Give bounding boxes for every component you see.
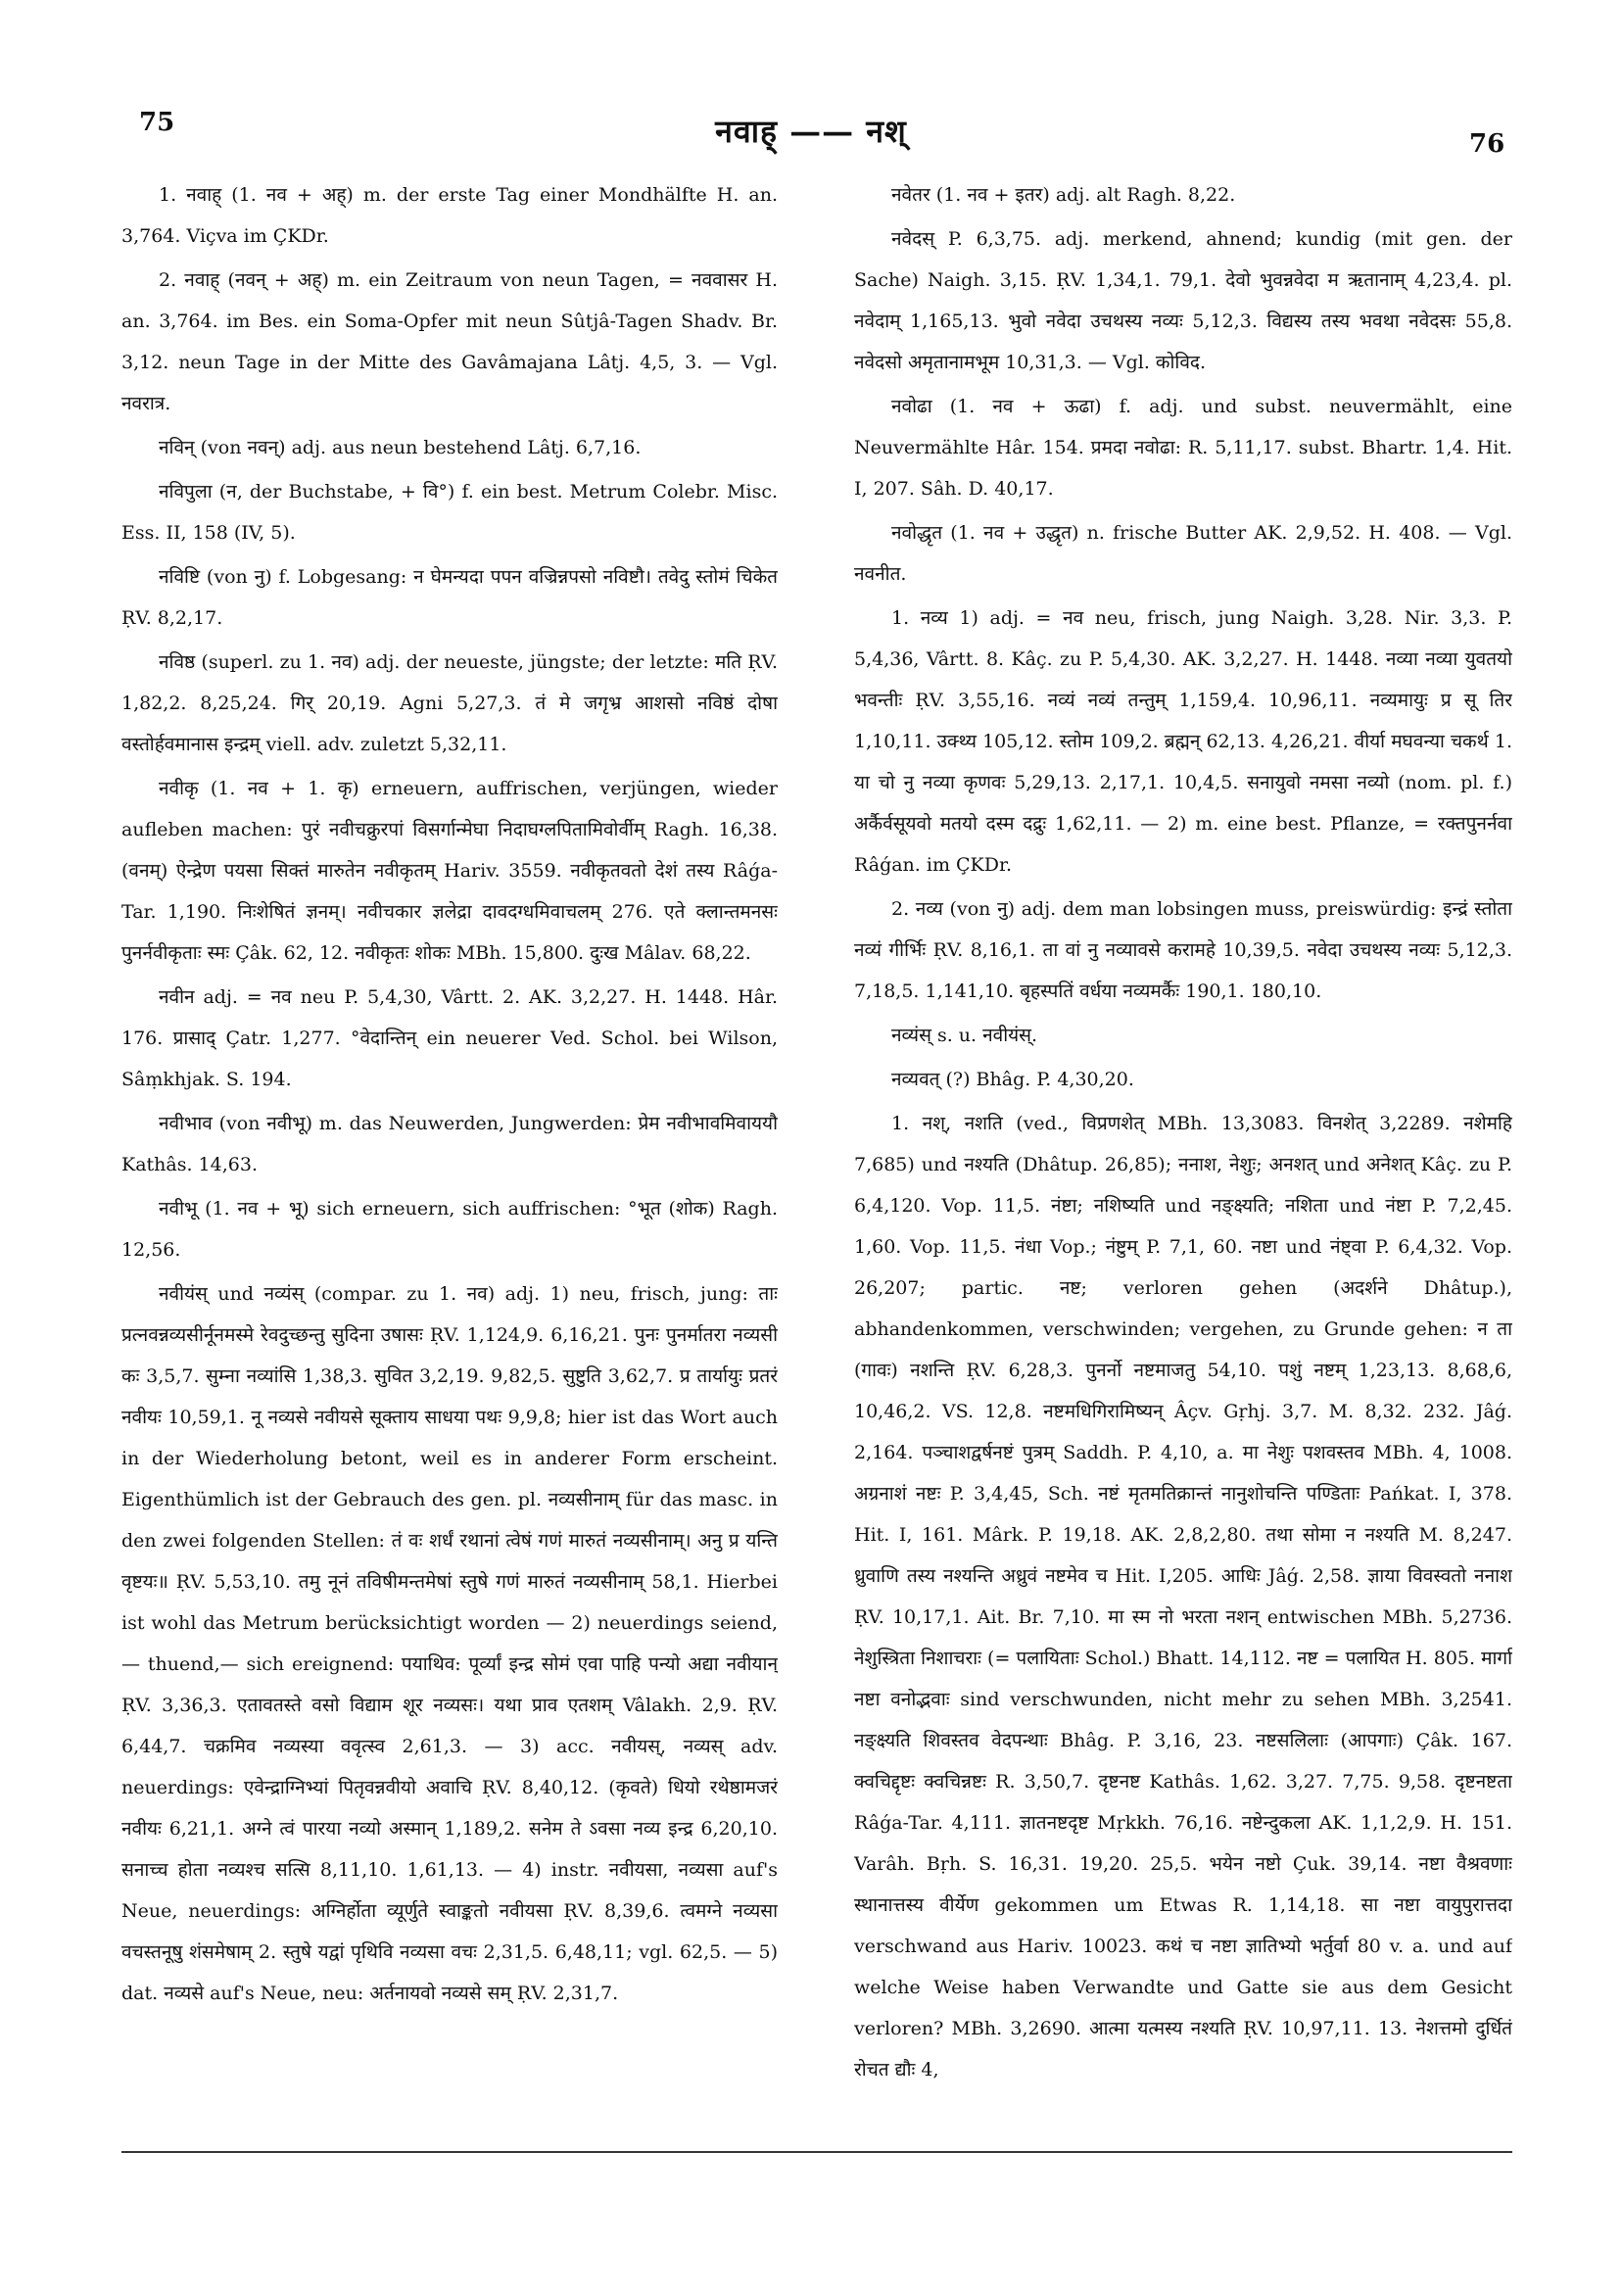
dictionary-entry: नविन् (von नवन्) adj. aus neun bestehend Lâtj. 6,7,16. (159, 437, 642, 458)
dictionary-entry: नव्यंस् s. u. नवीयंस्. (891, 1025, 1038, 1046)
footer-rule (121, 2151, 1512, 2153)
dictionary-entry: नविपुला (न, der Buchstabe, + वि°) f. ein best. Metrum Colebr. Misc. Ess. II, 158 (IV, 5). (121, 481, 778, 544)
dictionary-entry: नवीयंस् und नव्यंस् (compar. zu 1. नव) adj. 1) neu, frisch, jung: ताः प्रत्नवन्नव्यसीर्नूनमस्मे रेवदुच्छन्तु सुदिना उषासः ṚV. 1,124,9. 6,16,21. पुनः पुनर्मातरा नव्यसी कः 3,5,7. सुम्ना नव्यांसि 1,38,3. सुवित 3,2,19. 9,82,5. सुष्टुति 3,62,7. प्र तार्यायुः प्रतरं नवीयः 10,59,1. नू नव्यसे नवीयसे सूक्ताय साधया पथः 9,9,8; hier ist das Wort auch in der Wiederholung betont, weil es in anderer Form erscheint. Eigenthümlich ist der Gebrauch des gen. pl. नव्यसीनाम् für das masc. in den zwei folgenden Stellen: तं वः शर्धं रथानां त्वेषं गणं मारुतं नव्यसीनाम्। अनु प्र यन्ति वृष्टयः॥ ṚV. 5,53,10. तमु नूनं तविषीमन्तमेषां स्तुषे गणं मारुतं नव्यसीनाम् 58,1. Hierbei ist wohl das Metrum berücksichtigt worden — 2) neuerdings seiend,— thuend,— sich ereignend: पयाथिव: पूर्व्यां इन्द्र सोमं एवा पाहि पन्यो अद्या नवीयान् ṚV. 3,36,3. एतावतस्ते वसो विद्याम शूर नव्यसः। यथा प्राव एतशम् Vâlakh. 2,9. ṚV. 6,44,7. चक्रमिव नव्यस्या ववृत्स्व 2,61,3. — 3) acc. नवीयस्, नव्यस् adv. neuerdings: एवेन्द्राग्निभ्यां पितृवन्नवीयो अवाचि ṚV. 8,40,12. (कृवते) धियो रथेष्ठामजरं नवीयः 6,21,1. अग्ने त्वं पारया नव्यो अस्मान् 1,189,2. सनेम ते ऽवसा नव्य इन्द्र 6,20,10. सनाच्च होता नव्यश्च सत्सि 8,11,10. 1,61,13. — 4) instr. नवीयसा, नव्यसा auf's Neue, neuerdings: अग्निर्होता व्यूर्णुते स्वाङ्कतो नवीयसा ṚV. 8,39,6. त्वमग्ने नव्यसा वचस्तनूषु शंसमेषाम् 2. स्तुषे यद्वां पृथिवि नव्यसा वचः 2,31,5. 6,48,11; vgl. 62,5. — 5) dat. नव्यसे auf's Neue, neu: अर्तनायवो नव्यसे सम् ṚV. 2,31,7. (121, 1283, 778, 2004)
dictionary-entry: 1. नवाह् (1. नव + अह्) m. der erste Tag einer Mondhälfte H. an. 3,764. Viçva im ÇKDr. (121, 184, 778, 247)
dictionary-entry: नव्यवत् (?) Bhâg. P. 4,30,20. (891, 1069, 1134, 1090)
dictionary-entry: नवीभाव (von नवीभू) m. das Neuwerden, Jungwerden: प्रेम नवीभावमिवाययौ Kathâs. 14,63. (121, 1113, 778, 1175)
dictionary-entry: नवोढा (1. नव + ऊढा) f. adj. und subst. neuvermählt, eine Neuvermählte Hâr. 154. प्रमदा नवोढा: R. 5,11,17. subst. Bhartr. 1,4. Hit. I, 207. Sâh. D. 40,17. (854, 396, 1512, 500)
page-number-right: 76 (1469, 129, 1505, 159)
dictionary-entry: नवेतर (1. नव + इतर) adj. alt Ragh. 8,22. (891, 184, 1236, 206)
left-column (121, 174, 778, 2212)
dictionary-entry: 1. नव्य 1) adj. = नव neu, frisch, jung Naigh. 3,28. Nir. 3,3. P. 5,4,36, Vârtt. 8. Kâç. zu P. 5,4,30. AK. 3,2,27. H. 1448. नव्या नव्या युवतयो भवन्तीः ṚV. 3,55,16. नव्यं नव्यं तन्तुम् 1,159,4. 10,96,11. नव्यमायुः प्र सू तिर 1,10,11. उक्थ्य 105,12. स्तोम 109,2. ब्रह्मन् 62,13. 4,26,21. वीर्या मघवन्या चकर्थ 1. या चो नु नव्या कृणवः 5,29,13. 2,17,1. 10,4,5. सनायुवो नमसा नव्यो (nom. pl. f.) अर्कैर्वसूयवो मतयो दस्म दद्रुः 1,62,11. — 2) m. eine best. Pflanze, = रक्तपुनर्नवा Râǵan. im ÇKDr. (854, 607, 1512, 876)
dictionary-entry: नवीभू (1. नव + भू) sich erneuern, sich auffrischen: °भूत (शोक) Ragh. 12,56. (121, 1198, 778, 1261)
dictionary-entry: 2. नव्य (von नु) adj. dem man lobsingen muss, preiswürdig: इन्द्रं स्तोता नव्यं गीर्भिः ṚV. 8,16,1. ता वां नु नव्यावसे करामहे 10,39,5. नवेदा उचथस्य नव्यः 5,12,3. 7,18,5. 1,141,10. बृहस्पतिं वर्धया नव्यमर्कैः 190,1. 180,10. (854, 898, 1512, 1002)
dictionary-entry: नवोद्धृत (1. नव + उद्धृत) n. frische Butter AK. 2,9,52. H. 408. — Vgl. नवनीत. (854, 522, 1512, 585)
right-column (854, 174, 1512, 2212)
dictionary-entry: नवेदस् P. 6,3,75. adj. merkend, ahnend; kundig (mit gen. der Sache) Naigh. 3,15. ṚV. 1,34,1. 79,1. देवो भुवन्नवेदा म ऋतानाम् 4,23,4. pl. नवेदाम् 1,165,13. भुवो नवेदा उचथस्य नव्यः 5,12,3. विद्यस्य तस्य भवथा नवेदसः 55,8. नवेदसो अमृतानामभूम 10,31,3. — Vgl. कोविद. (854, 228, 1512, 373)
dictionary-entry: नविष्टि (von नु) f. Lobgesang: न घेमन्यदा पपन वज्रिन्नपसो नविष्टौ। तवेदु स्तोमं चिकेत ṚV. 8,2,17. (121, 566, 778, 629)
dictionary-entry: 2. नवाह् (नवन् + अह्) m. ein Zeitraum von neun Tagen, = नववासर H. an. 3,764. im Bes. ein Soma-Opfer mit neun Sûtjâ-Tagen Shadv. Br. 3,12. neun Tage in der Mitte des Gavâmajana Lâtj. 4,5, 3. — Vgl. नवरात्र. (121, 269, 778, 414)
dictionary-entry: 1. नश्, नशति (ved., विप्रणशेत् MBh. 13,3083. विनशेत् 3,2289. नशेमहि 7,685) und नश्यति (Dhâtup. 26,85); ननाश, नेशुः; अनशत् und अनेशत् Kâç. zu P. 6,4,120. Vop. 11,5. नंष्टा; नशिष्यति und नङ्क्ष्यति; नशिता und नंष्टा P. 7,2,45. 1,60. Vop. 11,5. नंधा Vop.; नंष्टुम् P. 7,1, 60. नष्टा und नंष्ट्वा P. 6,4,32. Vop. 26,207; partic. नष्ट; verloren gehen (अदर्शने Dhâtup.), abhandenkommen, verschwinden; vergehen, zu Grunde gehen: न ता (गावः) नशन्ति ṚV. 6,28,3. पुनर्नो नष्टमाजतु 54,10. पशुं नष्टम् 1,23,13. 8,68,6, 10,46,2. VS. 12,8. नष्टमधिगिरामिष्यन् Âçv. Gṛhj. 3,7. M. 8,32. 232. Jâǵ. 2,164. पञ्चाशद्वर्षनष्टं पुत्रम् Saddh. P. 4,10, a. मा नेशुः पशवस्तव MBh. 4, 1008. अग्रनाशं नष्टः P. 3,4,45, Sch. नष्टं मृतमतिक्रान्तं नानुशोचन्ति पण्डिताः Pańkat. I, 378. Hit. I, 161. Mârk. P. 19,18. AK. 2,8,2,80. तथा सोमा न नश्यति M. 8,247. ध्रुवाणि तस्य नश्यन्ति अध्रुवं नष्टमेव च Hit. I,205. आधिः Jâǵ. 2,58. ज्ञाया विवस्वतो ननाश ṚV. 10,17,1. Ait. Br. 7,10. मा स्म नो भरता नशन् entwischen MBh. 5,2736. नेशुस्त्रिता निशाचराः (= पलायिताः Schol.) Bhatt. 14,112. नष्ट = पलायित H. 805. मार्गा नष्टा वनोद्भवाः sind verschwunden, nicht mehr zu sehen MBh. 3,2541. नङ्क्ष्यति शिवस्तव वेदपन्थाः Bhâg. P. 3,16, 23. नष्टसलिलाः (आपगाः) Çâk. 167. क्वचिद्दृष्टः क्वचिन्नष्टः R. 3,50,7. दृष्टनष्ट Kathâs. 1,62. 3,27. 7,75. 9,58. दृष्टनष्टता Râǵa-Tar. 4,111. ज्ञातनष्टदृष्ट Mṛkkh. 76,16. नष्टेन्दुकला AK. 1,1,2,9. H. 151. Varâh. Bṛh. S. 16,31. 19,20. 25,5. भयेन नष्टो Çuk. 39,14. नष्टा वैश्रवणाः स्थानात्तस्य वीर्येण gekommen um Etwas R. 1,14,18. सा नष्टा वायुपुरात्तदा verschwand aus Hariv. 10023. कथं च नष्टा ज्ञातिभ्यो भर्तुर्वा 80 v. a. und auf welche Weise haben Verwandte und Gatte sie aus dem Gesicht verloren? MBh. 3,2690. आत्मा यत्मस्य नश्यति ṚV. 10,97,11. 13. नेशत्तमो दुर्धितं रोचत द्यौः 4, (854, 1113, 1512, 2081)
running-head: नवाह् —— नश् (715, 113, 907, 150)
page-number-left: 75 (139, 108, 175, 137)
dictionary-entry: नवीन adj. = नव neu P. 5,4,30, Vârtt. 2. AK. 3,2,27. H. 1448. Hâr. 176. प्रासाद् Çatr. 1,277. °वेदान्तिन् ein neuerer Ved. Schol. bei Wilson, Sâṃkhjak. S. 194. (121, 986, 778, 1090)
dictionary-entry: नविष्ठ (superl. zu 1. नव) adj. der neueste, jüngste; der letzte: मति ṚV. 1,82,2. 8,25,24. गिर् 20,19. Agni 5,27,3. तं मे जगृभ्र आशसो नविष्ठं दोषा वस्तोर्हवमानास इन्द्रम् viell. adv. zuletzt 5,32,11. (121, 651, 778, 755)
dictionary-entry: नवीकृ (1. नव + 1. कृ) erneuern, auffrischen, verjüngen, wieder aufleben machen: पुरं नवीचक्रुरपां विसर्गान्मेघा निदाघग्लपितामिवोर्वीम् Ragh. 16,38. (वनम्) ऐन्द्रेण पयसा सिक्तं मारुतेन नवीकृतम् Hariv. 3559. नवीकृतवतो देशं तस्य Râǵa-Tar. 1,190. निःशेषितं ज्ञनम्। नवीचकार ज्ञलेद्रा दावदग्धमिवाचलम् 276. एते क्लान्तमनसः पुनर्नवीकृताः स्मः Çâk. 62, 12. नवीकृतः शोकः MBh. 15,800. दुःख Mâlav. 68,22. (121, 778, 778, 964)
